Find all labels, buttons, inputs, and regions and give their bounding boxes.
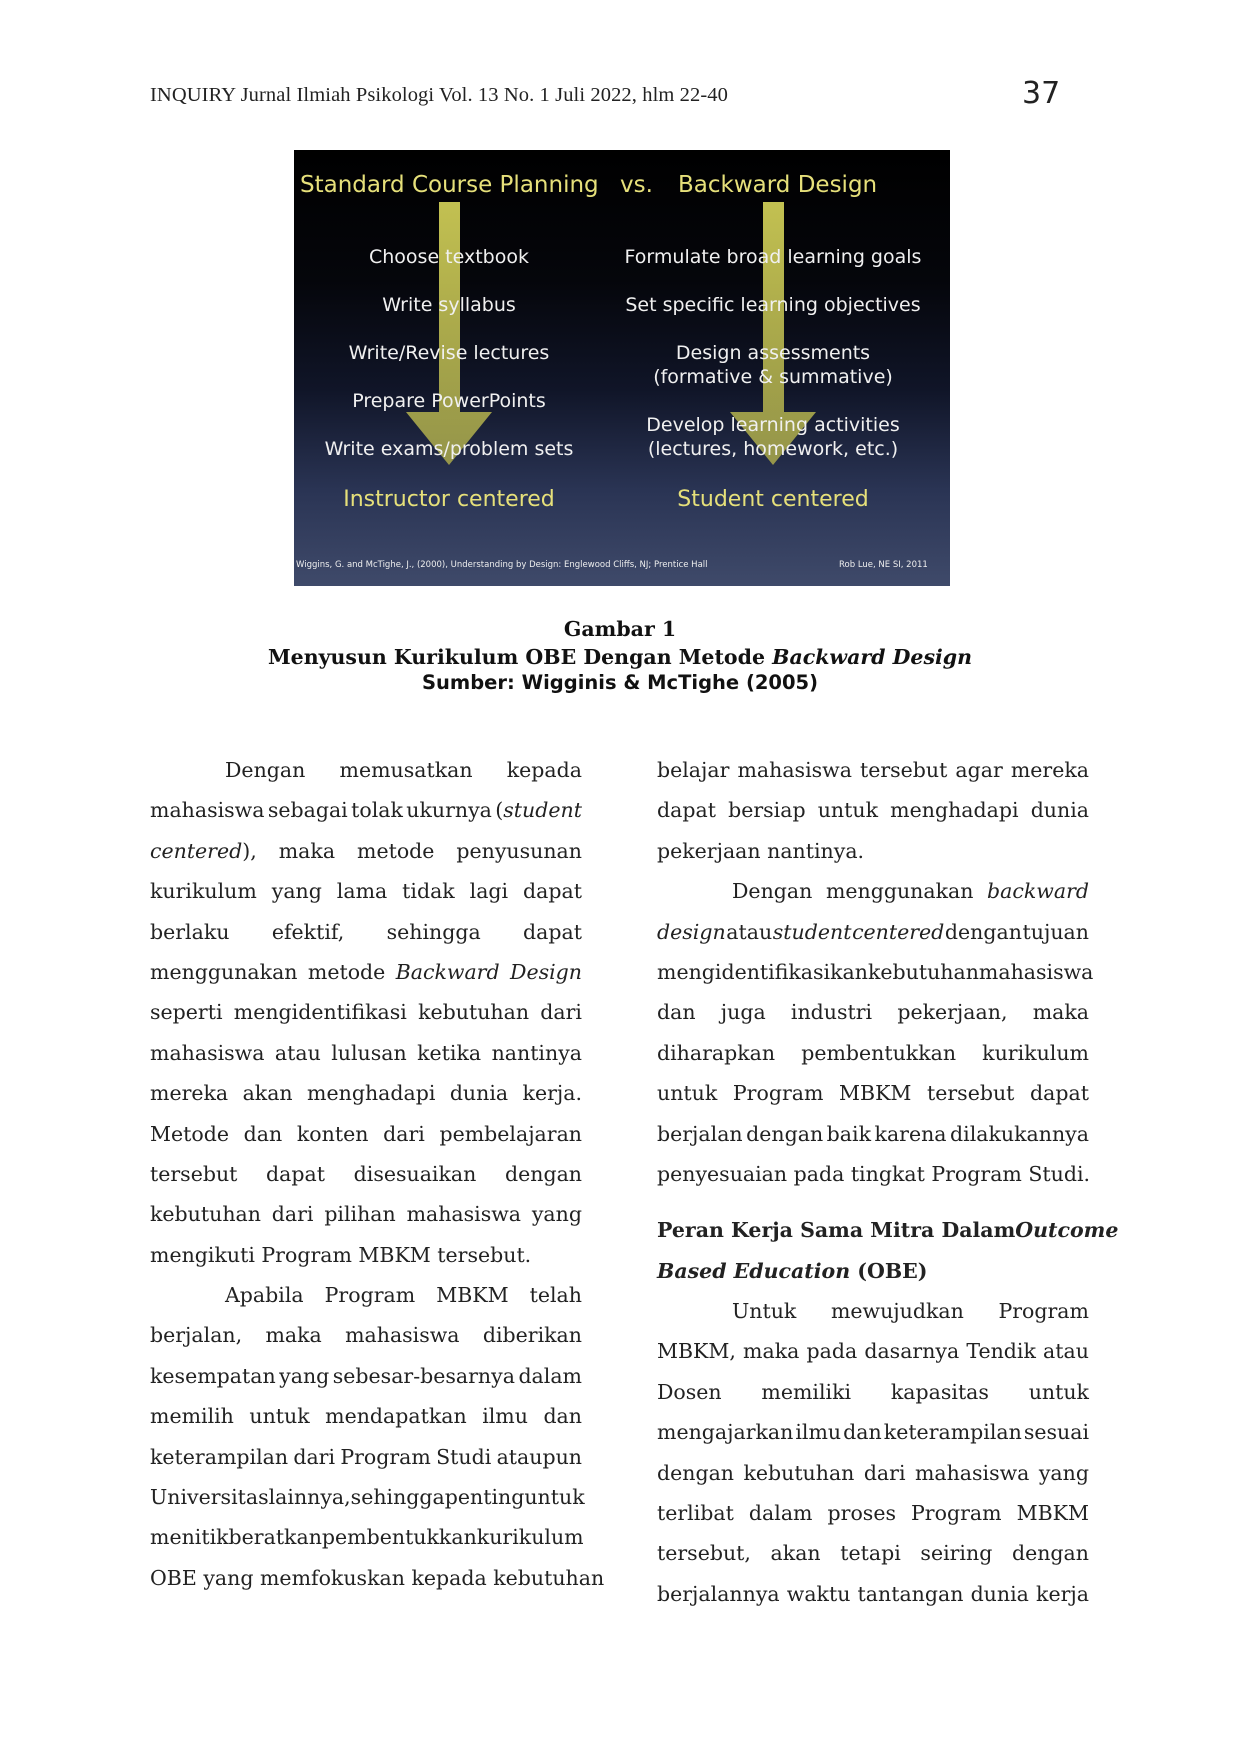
body-text-line: OBE yang memfokuskan kepada kebutuhan xyxy=(150,1565,605,1590)
body-text-line: dan juga industri pekerjaan, maka xyxy=(657,1000,1089,1025)
body-text-line: menggunakan metode Backward Design xyxy=(150,959,582,984)
body-text-line: mereka akan menghadapi dunia kerja. xyxy=(150,1081,582,1106)
body-text-line: Untuk mewujudkan Program xyxy=(732,1299,1089,1324)
section-heading: Peran Kerja Sama Mitra Dalam Outcome xyxy=(657,1218,1119,1243)
body-text-line: berjalan dengan baik karena dilakukannya xyxy=(657,1121,1089,1146)
fig-left-step: Write exams/problem sets xyxy=(324,438,574,460)
fig-right-step: Design assessments xyxy=(675,342,871,364)
body-text-line: dengan kebutuhan dari mahasiswa yang xyxy=(657,1460,1089,1485)
body-text-line: mengajarkan ilmu dan keterampilan sesuai xyxy=(657,1420,1089,1445)
body-text-line: MBKM, maka pada dasarnya Tendik atau xyxy=(657,1339,1089,1364)
body-text-line: menitikberatkan pembentukkan kurikulum xyxy=(150,1525,584,1550)
fig-left-step: Write syllabus xyxy=(382,294,516,316)
body-text-line: diharapkan pembentukkan kurikulum xyxy=(657,1040,1089,1065)
body-text-line: kebutuhan dari pilihan mahasiswa yang xyxy=(150,1202,582,1227)
body-text-line: design atau student centered dengan tujuan xyxy=(657,919,1089,944)
fig-right-bottom: Student centered xyxy=(677,487,869,512)
figure-title xyxy=(0,645,1240,669)
fig-vs: vs. xyxy=(620,172,653,198)
fig-right-step: (formative & summative) xyxy=(653,366,893,388)
body-text-line: seperti mengidentifikasi kebutuhan dari xyxy=(150,1000,582,1025)
left-column xyxy=(150,750,605,1598)
body-text-line: berlaku efektif, sehingga dapat xyxy=(150,919,582,944)
fig-left-bottom: Instructor centered xyxy=(343,487,555,512)
body-text-line: untuk Program MBKM tersebut dapat xyxy=(657,1081,1089,1106)
body-text-line: tersebut, akan tetapi seiring dengan xyxy=(657,1541,1089,1566)
body-text-line: tersebut dapat disesuaikan dengan xyxy=(150,1161,582,1186)
body-text-line: Universitas lainnya, sehingga penting untuk xyxy=(150,1485,585,1510)
journal-header: INQUIRY Jurnal Ilmiah Psikologi Vol. 13 No. 1 Juli 2022, hlm 22-40 xyxy=(150,84,728,106)
fig-right-step: (lectures, homework, etc.) xyxy=(647,438,899,460)
body-text-line: berjalan, maka mahasiswa diberikan xyxy=(150,1323,582,1348)
fig-left-step: Prepare PowerPoints xyxy=(352,390,546,412)
body-text-line: mahasiswa atau lulusan ketika nantinya xyxy=(150,1040,582,1065)
fig-credit: Rob Lue, NE SI, 2011 xyxy=(839,560,928,570)
body-text-line: mengikuti Program MBKM tersebut. xyxy=(150,1242,532,1267)
body-text-line: belajar mahasiswa tersebut agar mereka xyxy=(657,758,1089,782)
body-text-line: Dengan memusatkan kepada xyxy=(225,758,582,782)
body-text-line: terlibat dalam proses Program MBKM xyxy=(657,1501,1089,1526)
body-text-line: kurikulum yang lama tidak lagi dapat xyxy=(150,879,582,904)
body-text-line: mahasiswa sebagai tolak ukurnya (student xyxy=(150,798,582,823)
fig-left-title: Standard Course Planning xyxy=(300,172,599,198)
fig-right-step: Develop learning activities xyxy=(646,414,900,436)
body-text-line: berjalannya waktu tantangan dunia kerja xyxy=(657,1581,1089,1606)
fig-left-step: Write/Revise lectures xyxy=(348,342,550,364)
body-text-line: Dosen memiliki kapasitas untuk xyxy=(657,1379,1089,1404)
section-heading-cont: Based Education (OBE) xyxy=(657,1258,928,1283)
body-text-line: centered), maka metode penyusunan xyxy=(150,838,582,863)
figure-title-text: Menyusun Kurikulum OBE Dengan Metode xyxy=(267,645,765,669)
body-text-line: keterampilan dari Program Studi ataupun xyxy=(150,1444,582,1469)
fig-left-step: Choose textbook xyxy=(369,246,529,268)
page-number: 37 xyxy=(1022,76,1061,111)
body-text-line: Metode dan konten dari pembelajaran xyxy=(150,1121,582,1146)
body-text-line: Apabila Program MBKM telah xyxy=(225,1283,582,1308)
figure-backward-design xyxy=(294,150,950,586)
right-column xyxy=(657,750,1119,1614)
body-text-line: dapat bersiap untuk menghadapi dunia xyxy=(657,798,1089,823)
fig-right-title: Backward Design xyxy=(678,172,878,198)
figure-title-italic: Backward Design xyxy=(772,645,973,669)
body-text-line: penyesuaian pada tingkat Program Studi. xyxy=(657,1161,1091,1186)
body-text-line: pekerjaan nantinya. xyxy=(657,838,865,863)
body-text-line: Dengan menggunakan backward xyxy=(732,879,1089,904)
body-text-line: mengidentifikasikan kebutuhan mahasiswa xyxy=(657,959,1094,984)
body-text-line: memilih untuk mendapatkan ilmu dan xyxy=(150,1404,582,1429)
body-text-line: kesempatan yang sebesar-besarnya dalam xyxy=(150,1363,582,1388)
figure-label: Gambar 1 xyxy=(563,617,677,641)
fig-right-step: Formulate broad learning goals xyxy=(624,246,922,268)
fig-right-step: Set specific learning objectives xyxy=(625,294,921,316)
fig-citation: Wiggins, G. and McTighe, J., (2000), Understanding by Design: Englewood Cliffs, NJ; Prentice Hall xyxy=(296,560,708,570)
figure-source: Sumber: Wigginis & McTighe (2005) xyxy=(421,671,819,694)
